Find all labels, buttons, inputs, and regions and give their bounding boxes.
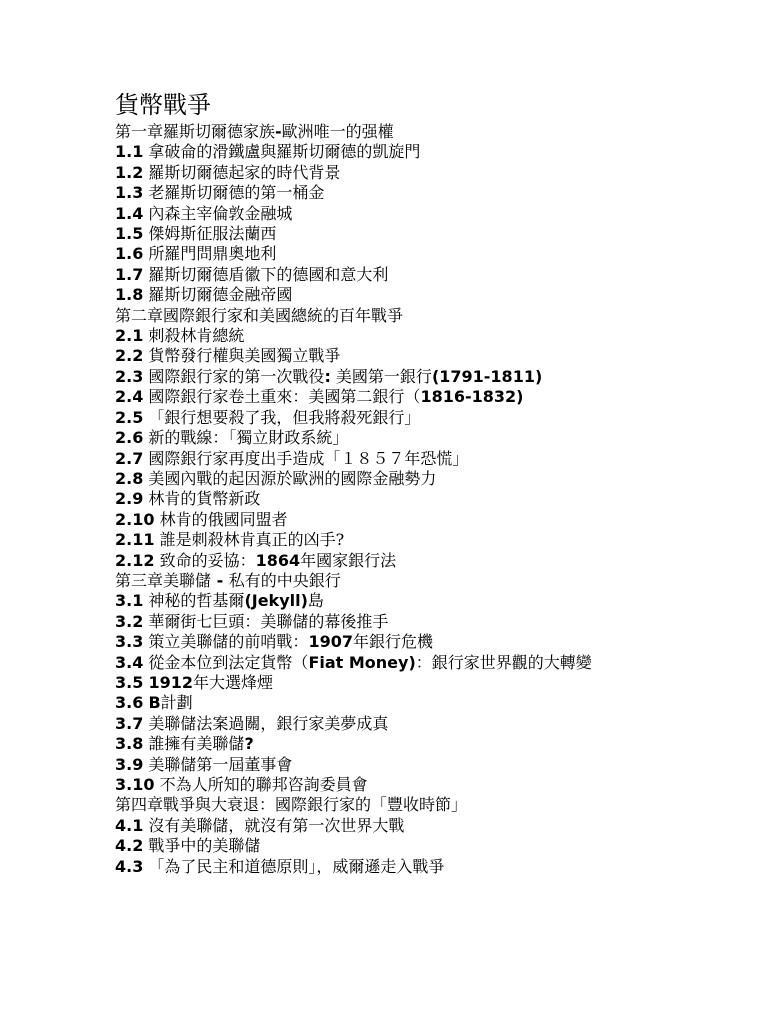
toc-section-item [115, 591, 715, 611]
toc-text: 第二章國際銀行家和美國總統的百年戰爭 [115, 305, 404, 325]
toc-text: 第一章羅斯切爾德家族 [115, 122, 276, 141]
toc-bold-text: 3.6 [115, 693, 144, 713]
toc-bold-text: 2.4 [115, 387, 144, 407]
toc-text: 新的戰線：「獨立財政系統」 [143, 428, 349, 448]
toc-text: 第三章美聯儲 [115, 570, 212, 590]
toc-bold-text: 2.9 [115, 489, 144, 509]
toc-section-item [115, 244, 715, 264]
toc-bold-text: 1.2 [115, 162, 144, 182]
toc-bold-text: - [275, 122, 282, 141]
toc-text: 拿破侖的滑鐵盧與羅斯切爾德的凱旋門 [143, 142, 421, 162]
toc-bold-text: 1.5 [115, 224, 144, 244]
toc-section-item [115, 836, 715, 856]
toc-section-item [115, 408, 715, 428]
toc-text: 年國家銀行法 [300, 550, 397, 570]
toc-section-item [115, 489, 715, 509]
toc-text: 第四章戰爭與大衰退：國際銀行家的「豐收時節」 [115, 795, 468, 815]
toc-section-item [115, 632, 715, 652]
toc-bold-text: Fiat Money) [308, 652, 416, 672]
toc-bold-text: 2.1 [115, 326, 144, 346]
toc-bold-text: - [211, 570, 229, 590]
toc-text: 「銀行想要殺了我，但我將殺死銀行」 [143, 407, 421, 427]
toc-section-item [115, 775, 715, 795]
toc-bold-text: 2.6 [115, 428, 144, 448]
toc-section-item [115, 449, 715, 469]
toc-section-item [115, 367, 715, 387]
toc-bold-text: 3.2 [115, 611, 144, 631]
toc-text: 所羅門問鼎奧地利 [143, 244, 277, 264]
toc-bold-text: 3.10 [115, 775, 155, 794]
toc-section-item [115, 265, 715, 285]
toc-section-item [115, 551, 715, 571]
toc-text: 羅斯切爾德金融帝國 [143, 285, 293, 305]
toc-section-item [115, 510, 715, 530]
toc-text: 內森主宰倫敦金融城 [143, 203, 293, 223]
toc-chapter-heading [115, 122, 715, 142]
toc-bold-text: 4.1 [115, 815, 144, 835]
toc-section-item [115, 653, 675, 673]
toc-text: 島 [307, 591, 324, 611]
toc-section-item [115, 714, 715, 734]
table-of-contents [115, 122, 715, 877]
toc-bold-text: 1816-1832) [420, 387, 524, 407]
toc-text: 林肯的貨幣新政 [143, 489, 261, 509]
toc-section-item [115, 530, 715, 550]
toc-text: 不為人所知的聯邦咨詢委員會 [154, 775, 368, 794]
toc-text: 美聯儲法案過關，銀行家美夢成真 [143, 713, 389, 733]
toc-section-item [115, 755, 715, 775]
toc-bold-text: 2.10 [115, 509, 155, 529]
toc-bold-text: 3.8 [115, 734, 144, 754]
document-page [115, 88, 715, 877]
toc-text: 國際銀行家的第一次戰役 [143, 366, 325, 386]
toc-bold-text: 3.4 [115, 652, 144, 672]
toc-section-item [115, 612, 715, 632]
toc-bold-text: ? [244, 734, 254, 754]
toc-bold-text: 1.6 [115, 244, 144, 264]
toc-text: 戰爭中的美聯儲 [143, 836, 261, 856]
toc-chapter-heading [115, 795, 715, 815]
toc-bold-text: 3.9 [115, 754, 144, 774]
toc-section-item [115, 326, 715, 346]
toc-bold-text: 1864 [255, 550, 301, 570]
toc-bold-text: 1.3 [115, 183, 144, 203]
toc-section-item [115, 469, 715, 489]
toc-text: 國際銀行家卷土重來：美國第二銀行（ [143, 387, 421, 407]
toc-bold-text: 2.12 [115, 550, 155, 570]
toc-text: 華爾街七巨頭：美聯儲的幕後推手 [143, 611, 389, 631]
toc-text: 羅斯切爾德起家的時代背景 [143, 162, 341, 182]
toc-text: 老羅斯切爾德的第一桶金 [143, 183, 325, 203]
toc-bold-text: 2.11 [115, 530, 155, 550]
toc-text: 美國第一銀行 [330, 366, 432, 386]
toc-text: 羅斯切爾德盾徽下的德國和意大利 [143, 264, 389, 284]
toc-section-item [115, 857, 715, 877]
toc-bold-text: B [148, 693, 161, 713]
toc-bold-text: 3.1 [115, 591, 144, 611]
toc-section-item [115, 693, 715, 713]
toc-bold-text: (1791-1811) [431, 366, 543, 386]
toc-section-item [115, 673, 715, 693]
toc-text: 年銀行危機 [352, 632, 433, 652]
toc-text: 誰擁有美聯儲 [143, 734, 245, 754]
toc-bold-text: : [324, 366, 331, 386]
toc-text: ：銀行家世界觀的大轉變 [415, 652, 592, 672]
toc-section-item [115, 816, 715, 836]
toc-bold-text: 1.8 [115, 285, 144, 305]
toc-section-item [115, 163, 715, 183]
toc-text: 貨幣發行權與美國獨立戰爭 [143, 346, 341, 366]
toc-bold-text: 2.8 [115, 468, 144, 488]
toc-text: 計劃 [160, 693, 193, 713]
toc-section-item [115, 204, 715, 224]
toc-section-item [115, 428, 715, 448]
toc-text: 沒有美聯儲，就沒有第一次世界大戰 [143, 815, 405, 835]
document-title: 貨幣戰爭 [115, 91, 211, 119]
toc-bold-text: 3.3 [115, 632, 144, 652]
toc-chapter-heading [115, 571, 715, 591]
toc-section-item [115, 183, 715, 203]
toc-section-item [115, 734, 715, 754]
toc-bold-text: 2.5 [115, 407, 144, 427]
toc-bold-text: 1912 [148, 672, 193, 692]
toc-text: 歐洲唯一的强權 [281, 122, 394, 141]
toc-text: 誰是刺殺林肯真正的凶手? [154, 530, 345, 550]
toc-text: 「為了民主和道德原則」，威爾遜走入戰爭 [143, 856, 445, 876]
toc-bold-text: 4.2 [115, 836, 144, 856]
toc-bold-text: 2.3 [115, 366, 144, 386]
toc-text: 美國內戰的起因源於歐洲的國際金融勢力 [143, 468, 437, 488]
toc-bold-text: (Jekyll) [244, 591, 308, 611]
toc-bold-text: 2.2 [115, 346, 144, 366]
toc-bold-text: 3.5 [115, 672, 144, 692]
toc-bold-text: 4.3 [115, 856, 144, 876]
toc-bold-text: 1.7 [115, 264, 144, 284]
toc-text: 年大選烽煙 [192, 672, 273, 692]
toc-bold-text: 3.7 [115, 713, 144, 733]
toc-text: 林肯的俄國同盟者 [154, 509, 288, 529]
toc-bold-text: 1907 [308, 632, 353, 652]
toc-text: 從金本位到法定貨幣（ [143, 652, 309, 672]
toc-section-item [115, 285, 715, 305]
toc-text: 刺殺林肯總統 [143, 326, 245, 346]
toc-text: 神秘的哲基爾 [143, 591, 245, 611]
toc-bold-text: 1.1 [115, 142, 144, 162]
toc-chapter-heading [115, 306, 715, 326]
toc-section-item [115, 387, 715, 407]
toc-section-item [115, 224, 715, 244]
toc-bold-text: 1.4 [115, 203, 144, 223]
toc-section-item [115, 346, 715, 366]
toc-text: 傑姆斯征服法蘭西 [143, 224, 277, 244]
toc-text: 私有的中央銀行 [228, 570, 341, 590]
toc-text: 策立美聯儲的前哨戰： [143, 632, 309, 652]
toc-section-item [115, 142, 715, 162]
toc-bold-text: 2.7 [115, 448, 144, 468]
toc-text: 致命的妥協： [154, 550, 256, 570]
toc-text: 國際銀行家再度出手造成「１８５７年恐慌」 [143, 448, 469, 468]
toc-text: 美聯儲第一屆董事會 [143, 754, 293, 774]
